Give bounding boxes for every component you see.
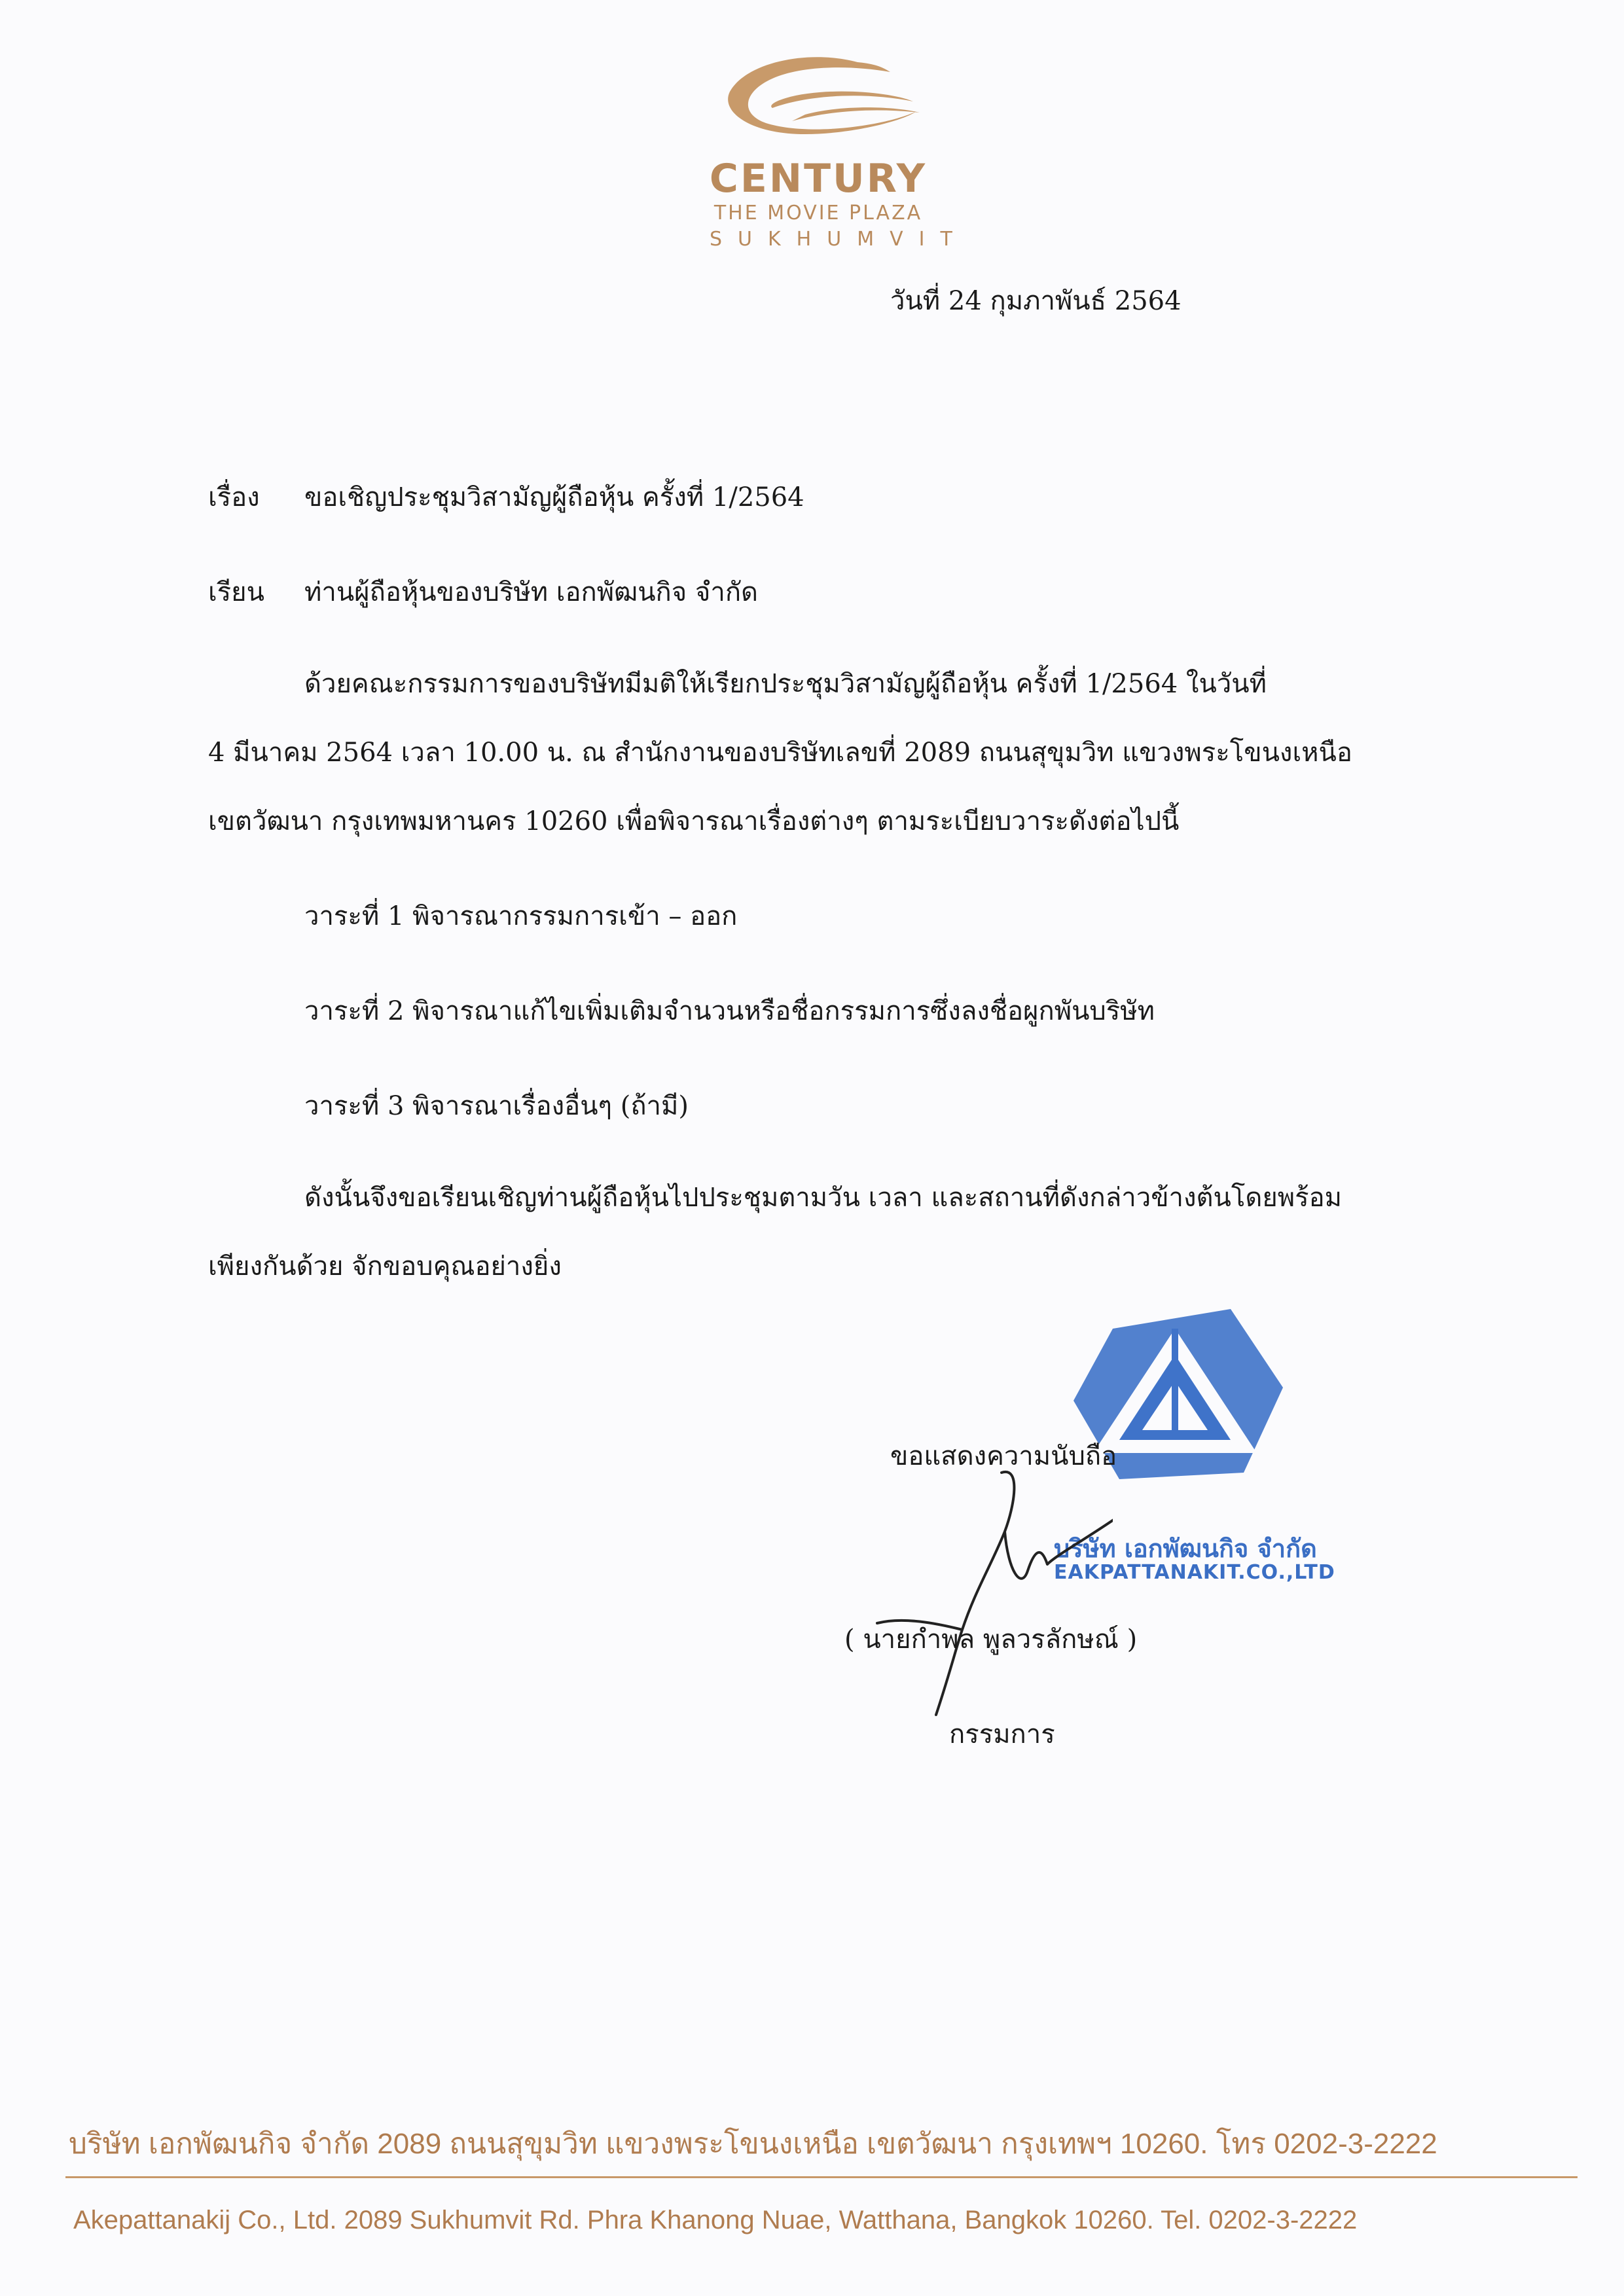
handwritten-signature — [851, 1460, 1113, 1734]
body-line-1: ด้วยคณะกรรมการของบริษัทมีมติให้เรียกประชุมวิสามัญผู้ถือหุ้น ครั้งที่ 1/2564 ในวันที่ — [304, 669, 1267, 699]
signatory-position: กรรมการ — [949, 1719, 1055, 1749]
signatory-name: ( นายกำพล พูลวรลักษณ์ ) — [844, 1624, 1138, 1655]
century-swoosh-icon — [694, 46, 943, 157]
body-line-2: 4 มีนาคม 2564 เวลา 10.00 น. ณ สำนักงานของบริษัทเลขที่ 2089 ถนนสุขุมวิท แขวงพระโขนงเหนือ — [208, 738, 1352, 768]
agenda-item-2: วาระที่ 2 พิจารณาแก้ไขเพิ่มเติมจำนวนหรือชื่อกรรมการซึ่งลงชื่อผูกพันบริษัท — [304, 996, 1155, 1026]
logo-brand: CENTURY — [709, 156, 928, 202]
subject-label: เรื่อง — [208, 482, 260, 512]
subject-text: ขอเชิญประชุมวิสามัญผู้ถือหุ้น ครั้งที่ 1/2564 — [304, 482, 804, 512]
stamp-english-name: EAKPATTANAKIT.CO.,LTD — [1054, 1561, 1335, 1584]
agenda-item-3: วาระที่ 3 พิจารณาเรื่องอื่นๆ (ถ้ามี) — [304, 1091, 689, 1121]
signoff-regards: ขอแสดงความนับถือ — [890, 1441, 1117, 1471]
footer-english-address: Akepattanakij Co., Ltd. 2089 Sukhumvit Rd. Phra Khanong Nuae, Watthana, Bangkok 10260. Tel. 0202-3-2222 — [73, 2206, 1358, 2234]
body-line-3: เขตวัฒนา กรุงเทพมหานคร 10260 เพื่อพิจารณาเรื่องต่างๆ ตามระเบียบวาระดังต่อไปนี้ — [208, 806, 1180, 836]
footer-divider — [65, 2176, 1578, 2178]
logo-location: SUKHUMVIT — [710, 228, 968, 251]
logo-subtitle: THE MOVIE PLAZA — [713, 202, 923, 224]
recipient-label: เรียน — [208, 577, 264, 607]
company-logo — [694, 46, 968, 262]
closing-line-2: เพียงกันด้วย จักขอบคุณอย่างยิ่ง — [208, 1251, 562, 1282]
recipient-text: ท่านผู้ถือหุ้นของบริษัท เอกพัฒนกิจ จำกัด — [304, 577, 759, 607]
letter-date: วันที่ 24 กุมภาพันธ์ 2564 — [890, 286, 1182, 316]
stamp-thai-name: บริษัท เอกพัฒนกิจ จำกัด — [1054, 1534, 1317, 1563]
closing-line-1: ดังนั้นจึงขอเรียนเชิญท่านผู้ถือหุ้นไปประชุมตามวัน เวลา และสถานที่ดังกล่าวข้างต้นโดยพร้อม — [304, 1183, 1342, 1213]
agenda-item-1: วาระที่ 1 พิจารณากรรมการเข้า – ออก — [304, 901, 738, 931]
footer-thai-address: บริษัท เอกพัฒนกิจ จำกัด 2089 ถนนสุขุมวิท แขวงพระโขนงเหนือ เขตวัฒนา กรุงเทพฯ 10260. โทร 0202-3-2222 — [69, 2128, 1437, 2160]
